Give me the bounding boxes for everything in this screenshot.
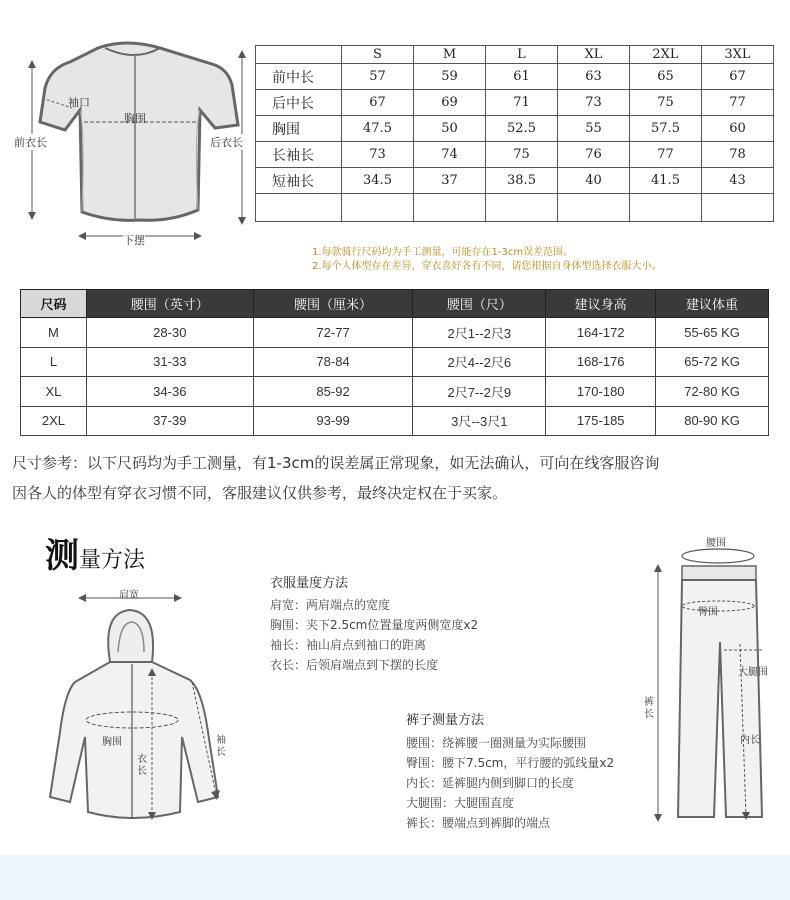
clothes-method-title: 衣服量度方法 <box>270 576 349 591</box>
size-header: L <box>486 46 558 64</box>
table-cell: 37-39 <box>86 406 253 436</box>
size-header: 3XL <box>702 46 774 64</box>
table-cell: 77 <box>630 142 702 168</box>
clothes-method-item: 胸围：夹下2.5cm位置量度两侧宽度x2 <box>270 618 479 632</box>
empty-cell <box>558 194 630 222</box>
table-cell: 55 <box>558 116 630 142</box>
table-row <box>21 318 769 348</box>
measure-note-1: 1.每款骑行尺码均为手工测量，可能存在1-3cm误差范围。 <box>312 247 574 258</box>
table-cell: 93-99 <box>253 406 413 436</box>
size-header: XL <box>558 46 630 64</box>
pants-method-item: 内长：延裤腿内侧到脚口的长度 <box>406 776 575 790</box>
size-header: S <box>342 46 414 64</box>
empty-cell <box>256 194 342 222</box>
table-cell: 69 <box>414 90 486 116</box>
row-label: 胸围 <box>256 116 342 142</box>
table-cell: M <box>21 318 87 348</box>
table-row <box>256 168 774 194</box>
measure-note-2: 2.每个人体型存在差异，穿衣喜好各有不同，请您根据自身体型选择衣服大小。 <box>312 261 662 272</box>
table-cell: 73 <box>558 90 630 116</box>
table-cell: 3尺--3尺1 <box>413 406 546 436</box>
table-cell: 74 <box>414 142 486 168</box>
pants-method-item: 大腿围：大腿围直度 <box>406 796 515 810</box>
table-cell: 47.5 <box>342 116 414 142</box>
pants-method-title: 裤子测量方法 <box>406 713 485 728</box>
table-cell: 2XL <box>21 406 87 436</box>
jacket-sleeve-label: 袖长 <box>216 735 226 758</box>
table-cell: 2尺1--2尺3 <box>413 318 546 348</box>
jersey-front-length-label: 前衣长 <box>14 136 47 149</box>
table-cell: 61 <box>486 64 558 90</box>
table-cell: 63 <box>558 64 630 90</box>
table-cell: 34-36 <box>86 377 253 407</box>
table-cell: 50 <box>414 116 486 142</box>
column-header: 腰围（厘米） <box>253 290 413 318</box>
size-header: 2XL <box>630 46 702 64</box>
table-cell: 34.5 <box>342 168 414 194</box>
table-cell: 65 <box>630 64 702 90</box>
table-cell: 60 <box>702 116 774 142</box>
table-row <box>21 377 769 407</box>
table-cell: 78 <box>702 142 774 168</box>
table-row <box>256 116 774 142</box>
jacket-drawing <box>40 572 270 840</box>
table-cell: 72-80 KG <box>656 377 769 407</box>
jersey-back-length-label: 后衣长 <box>210 136 243 149</box>
table-cell: 80-90 KG <box>656 406 769 436</box>
row-label: 长袖长 <box>256 142 342 168</box>
size-header-row <box>256 46 774 64</box>
table-cell: 175-185 <box>546 406 656 436</box>
table-row <box>21 406 769 436</box>
table-cell: 28-30 <box>86 318 253 348</box>
table-cell: 43 <box>702 168 774 194</box>
row-label: 后中长 <box>256 90 342 116</box>
empty-cell <box>630 194 702 222</box>
size-header: M <box>414 46 486 64</box>
table-cell: 67 <box>702 64 774 90</box>
table-row <box>256 90 774 116</box>
pants-waist-label: 腰围 <box>706 538 726 549</box>
pants-method-item: 臀围：腰下7.5cm，平行腰的弧线量x2 <box>406 756 615 770</box>
table-cell: 38.5 <box>486 168 558 194</box>
table-cell: 2尺7--2尺9 <box>413 377 546 407</box>
empty-cell <box>702 194 774 222</box>
jacket-diagram <box>40 572 270 840</box>
table-cell: 77 <box>702 90 774 116</box>
pants-diagram <box>636 522 786 834</box>
table-row <box>256 142 774 168</box>
table-cell: 57.5 <box>630 116 702 142</box>
corner-cell <box>256 46 342 64</box>
table-cell: 73 <box>342 142 414 168</box>
jacket-length-label: 衣长 <box>137 754 147 777</box>
pants-method-item: 裤长：腰端点到裤脚的端点 <box>406 816 551 830</box>
table-cell: 85-92 <box>253 377 413 407</box>
column-header: 尺码 <box>21 290 87 318</box>
table-cell: 168-176 <box>546 347 656 377</box>
size-disclaimer-text: 因各人的体型有穿衣习惯不同，客服建议仅供参考，最终决定权在于买家。 <box>12 484 508 502</box>
footer-band <box>0 855 790 900</box>
jersey-hem-label: 下摆 <box>123 234 145 247</box>
pants-inseam-label: 内长 <box>740 735 760 746</box>
table-cell: 52.5 <box>486 116 558 142</box>
jacket-chest-label: 胸围 <box>102 737 122 748</box>
table-cell: 2尺4--2尺6 <box>413 347 546 377</box>
method-title <box>45 528 145 577</box>
table-cell: 71 <box>486 90 558 116</box>
table-cell: 59 <box>414 64 486 90</box>
empty-cell <box>342 194 414 222</box>
table-row <box>21 347 769 377</box>
pants-method-item: 腰围：绕裤腰一圈测量为实际腰围 <box>406 736 587 750</box>
row-label: 前中长 <box>256 64 342 90</box>
table-row <box>256 64 774 90</box>
table-cell: 75 <box>630 90 702 116</box>
jersey-chest-label: 胸围 <box>124 112 146 125</box>
table-cell: 76 <box>558 142 630 168</box>
pants-drawing <box>636 522 786 834</box>
method-title-rest: 量方法 <box>79 548 146 573</box>
jersey-cuff-label: 袖口 <box>68 96 90 109</box>
empty-cell <box>414 194 486 222</box>
table-cell: 65-72 KG <box>656 347 769 377</box>
pants-hip-label: 臀围 <box>698 607 718 618</box>
table-cell: 67 <box>342 90 414 116</box>
column-header: 建议体重 <box>656 290 769 318</box>
table-cell: 41.5 <box>630 168 702 194</box>
jacket-shoulder-label: 肩宽 <box>119 590 139 601</box>
table-cell: 72-77 <box>253 318 413 348</box>
table-cell: 40 <box>558 168 630 194</box>
table-cell: 37 <box>414 168 486 194</box>
pants-thigh-label: 大腿围 <box>738 667 768 678</box>
column-header: 腰围（英寸） <box>86 290 253 318</box>
table-cell: XL <box>21 377 87 407</box>
row-label: 短袖长 <box>256 168 342 194</box>
column-header: 建议身高 <box>546 290 656 318</box>
clothes-method-item: 肩宽：两肩端点的宽度 <box>270 598 391 612</box>
table-cell: 75 <box>486 142 558 168</box>
table-cell: 57 <box>342 64 414 90</box>
table-cell: 31-33 <box>86 347 253 377</box>
table-cell: 78-84 <box>253 347 413 377</box>
clothes-method-item: 衣长：后领肩端点到下摆的长度 <box>270 658 439 672</box>
table-cell: 55-65 KG <box>656 318 769 348</box>
jersey-size-table <box>255 45 774 222</box>
clothes-method-item: 袖长：袖山肩点到袖口的距离 <box>270 638 427 652</box>
table-cell: 170-180 <box>546 377 656 407</box>
empty-row <box>256 194 774 222</box>
empty-cell <box>486 194 558 222</box>
column-header: 腰围（尺） <box>413 290 546 318</box>
table-cell: L <box>21 347 87 377</box>
waist-table-header <box>21 290 769 318</box>
pants-length-label: 裤长 <box>644 697 654 720</box>
waist-size-table <box>20 289 769 436</box>
method-title-big: 测 <box>45 536 79 576</box>
size-reference-text: 尺寸参考：以下尺码均为手工测量，有1-3cm的误差属正常现象，如无法确认，可向在线客服咨询 <box>12 454 660 472</box>
table-cell: 164-172 <box>546 318 656 348</box>
